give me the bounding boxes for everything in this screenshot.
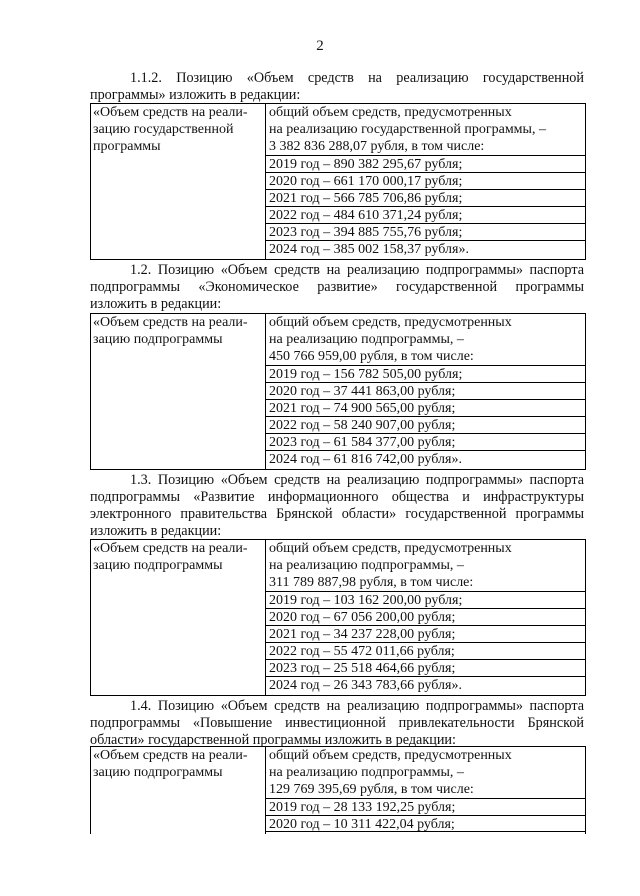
funding-total-line: на реализацию государственной программы, –	[269, 122, 546, 137]
funding-cell	[265, 104, 585, 259]
funding-total-line: общий объем средств, предусмотренных	[269, 541, 512, 556]
intro-line: 1.1.2. Позицию «Объем средств на реализацию государственной	[130, 70, 584, 86]
section-1-1-2-intro	[90, 70, 584, 104]
year-funding-row: 2021 год – 74 900 565,00 рубля;	[265, 399, 585, 416]
position-line: «Объем средств на реали-	[93, 315, 248, 330]
intro-line: подпрограммы «Экономическое развитие» государственной программы	[90, 279, 584, 295]
year-funding-row: 2020 год – 67 056 200,00 рубля;	[265, 608, 585, 625]
section-1-2-table	[90, 313, 586, 470]
position-name-cell	[91, 540, 266, 695]
intro-line: изложить в редакции:	[90, 296, 222, 312]
position-name-cell	[91, 747, 266, 834]
intro-line: 1.4. Позицию «Объем средств на реализацию подпрограммы» паспорта	[130, 698, 584, 714]
position-line: «Объем средств на реали-	[93, 748, 248, 763]
year-funding-row: 2024 год – 385 002 158,37 рубля».	[265, 240, 585, 257]
year-funding-row: 2019 год – 156 782 505,00 рубля;	[265, 365, 585, 382]
funding-total-line: общий объем средств, предусмотренных	[269, 315, 512, 330]
funding-total-line: общий объем средств, предусмотренных	[269, 748, 512, 763]
section-1-3-table	[90, 539, 586, 696]
section-1-2-intro	[90, 262, 584, 313]
year-funding-row: 2022 год – 58 240 907,00 рубля;	[265, 416, 585, 433]
funding-total-line: 3 382 836 288,07 рубля, в том числе:	[269, 139, 485, 154]
year-funding-row: 2023 год – 25 518 464,66 рубля;	[265, 659, 585, 676]
year-funding-row: 2019 год – 103 162 200,00 рубля;	[265, 591, 585, 608]
funding-total-line: 450 766 959,00 рубля, в том числе:	[269, 349, 474, 364]
position-name-cell	[91, 314, 266, 469]
year-funding-row: 2021 год – 34 237 228,00 рубля;	[265, 625, 585, 642]
intro-line: подпрограммы «Развитие информационного общества и инфраструктуры	[90, 489, 584, 505]
year-funding-row: 2023 год – 61 584 377,00 рубля;	[265, 433, 585, 450]
funding-total-line: на реализацию подпрограммы, –	[269, 558, 464, 573]
section-1-4-table	[90, 746, 586, 834]
position-name-cell	[91, 104, 266, 259]
funding-total-line: 311 789 887,98 рубля, в том числе:	[269, 575, 474, 590]
year-funding-row: 2020 год – 10 311 422,04 рубля;	[265, 815, 585, 832]
section-1-3-intro	[90, 472, 584, 540]
position-line: «Объем средств на реали-	[93, 105, 248, 120]
year-funding-row: 2021 год – 566 785 706,86 рубля;	[265, 189, 585, 206]
position-line: зацию подпрограммы	[93, 332, 223, 347]
section-1-1-2-table	[90, 103, 586, 260]
funding-total-line: на реализацию подпрограммы, –	[269, 332, 464, 347]
section-1-4-intro	[90, 698, 584, 749]
intro-line: подпрограммы «Повышение инвестиционной привлекательности Брянской	[90, 715, 584, 731]
page-number: 2	[316, 38, 324, 54]
funding-total-line: 129 769 395,69 рубля, в том числе:	[269, 782, 474, 797]
funding-cell	[265, 314, 585, 469]
year-funding-row: 2023 год – 394 885 755,76 рубля;	[265, 223, 585, 240]
intro-line: изложить в редакции:	[90, 523, 222, 539]
year-funding-row: 2024 год – 26 343 783,66 рубля».	[265, 676, 585, 693]
funding-total-line: общий объем средств, предусмотренных	[269, 105, 512, 120]
intro-line: 1.3. Позицию «Объем средств на реализацию подпрограммы» паспорта	[130, 472, 584, 488]
position-line: «Объем средств на реали-	[93, 541, 248, 556]
intro-line: программы» изложить в редакции:	[90, 87, 301, 103]
year-funding-row: 2019 год – 890 382 295,67 рубля;	[265, 155, 585, 172]
year-funding-row: 2020 год – 661 170 000,17 рубля;	[265, 172, 585, 189]
position-line: зацию подпрограммы	[93, 558, 223, 573]
funding-cell	[265, 747, 585, 834]
year-funding-row: 2024 год – 61 816 742,00 рубля».	[265, 450, 585, 467]
funding-cell	[265, 540, 585, 695]
intro-line: 1.2. Позицию «Объем средств на реализацию подпрограммы» паспорта	[130, 262, 584, 278]
year-funding-row: 2022 год – 484 610 371,24 рубля;	[265, 206, 585, 223]
year-funding-row: 2019 год – 28 133 192,25 рубля;	[265, 798, 585, 815]
funding-total-line: на реализацию подпрограммы, –	[269, 765, 464, 780]
position-line: программы	[93, 139, 161, 154]
intro-line: электронного правительства Брянской области» государственной программы	[90, 506, 584, 522]
year-funding-row: 2020 год – 37 441 863,00 рубля;	[265, 382, 585, 399]
position-line: зацию государственной	[93, 122, 234, 137]
year-funding-row: 2022 год – 55 472 011,66 рубля;	[265, 642, 585, 659]
position-line: зацию подпрограммы	[93, 765, 223, 780]
intro-line: области» государственной программы изложить в редакции:	[90, 732, 456, 748]
